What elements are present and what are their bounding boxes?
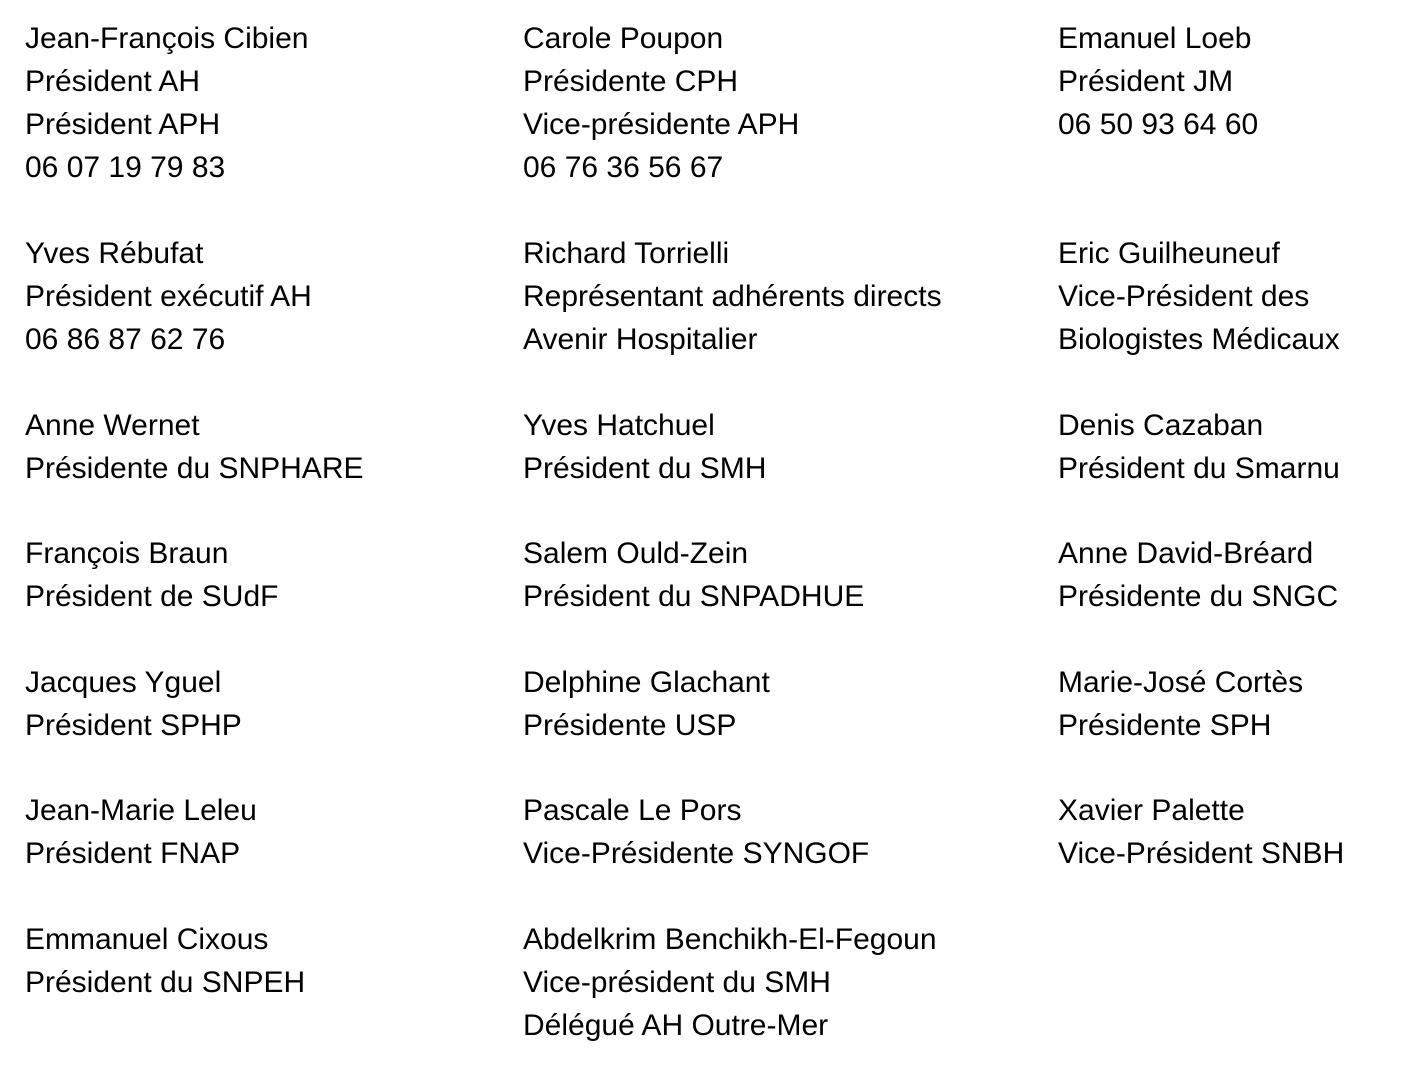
contact-title: Vice-Président SNBH [1058, 837, 1345, 870]
contact-card [25, 918, 305, 1004]
contact-title: Président exécutif AH [25, 280, 312, 313]
contact-name: Anne David-Bréard [1058, 537, 1314, 570]
contact-card [1058, 789, 1344, 875]
contact-name: Abdelkrim Benchikh-El-Fegoun [523, 923, 937, 956]
contact-card [1058, 404, 1340, 490]
contact-title: Vice-présidente APH [523, 108, 800, 141]
contact-phone: 06 07 19 79 83 [25, 151, 226, 184]
contact-title: Vice-président du SMH [523, 966, 831, 999]
contact-phone: 06 76 36 56 67 [523, 151, 724, 184]
contact-title: Avenir Hospitalier [523, 323, 758, 356]
contact-title: Présidente USP [523, 709, 737, 742]
contact-name: Jacques Yguel [25, 666, 222, 699]
contact-card [1058, 661, 1303, 747]
contact-title: Présidente du SNGC [1058, 580, 1339, 613]
contact-phone: 06 50 93 64 60 [1058, 108, 1259, 141]
contact-name: Emanuel Loeb [1058, 22, 1252, 55]
contact-title: Président SPHP [25, 709, 242, 742]
contact-card [523, 404, 766, 490]
contact-name: Emmanuel Cixous [25, 923, 269, 956]
contact-name: Pascale Le Pors [523, 794, 742, 827]
contact-name: Jean-Marie Leleu [25, 794, 257, 827]
contact-title: Président du SNPADHUE [523, 580, 865, 613]
contact-card [523, 232, 942, 361]
contact-card [1058, 532, 1338, 618]
contact-name: Yves Rébufat [25, 237, 204, 270]
contact-title: Présidente CPH [523, 65, 739, 98]
contact-title: Vice-Présidente SYNGOF [523, 837, 870, 870]
contact-card [25, 17, 308, 189]
contact-name: Anne Wernet [25, 409, 200, 442]
contact-title: Représentant adhérents directs [523, 280, 942, 313]
contact-card [25, 661, 242, 747]
contact-title: Biologistes Médicaux [1058, 323, 1340, 356]
contact-name: Carole Poupon [523, 22, 724, 55]
contact-name: Delphine Glachant [523, 666, 770, 699]
contact-name: Jean-François Cibien [25, 22, 309, 55]
contact-title: Président JM [1058, 65, 1234, 98]
contact-card [523, 918, 937, 1047]
contact-title: Président de SUdF [25, 580, 279, 613]
contact-card [523, 17, 799, 189]
contact-name: François Braun [25, 537, 229, 570]
contact-phone: 06 86 87 62 76 [25, 323, 226, 356]
contact-card [523, 532, 864, 618]
contact-name: Marie-José Cortès [1058, 666, 1304, 699]
contact-title: Président FNAP [25, 837, 241, 870]
contact-card [523, 789, 869, 875]
contact-title: Présidente du SNPHARE [25, 452, 364, 485]
contact-title: Vice-Président des [1058, 280, 1310, 313]
contact-title: Président APH [25, 108, 221, 141]
contact-title: Président du SMH [523, 452, 767, 485]
contact-title: Présidente SPH [1058, 709, 1272, 742]
contact-name: Salem Ould-Zein [523, 537, 749, 570]
contact-title: Président du Smarnu [1058, 452, 1340, 485]
contact-card [25, 404, 364, 490]
contact-name: Richard Torrielli [523, 237, 730, 270]
contact-title: Président du SNPEH [25, 966, 306, 999]
contact-title: Président AH [25, 65, 201, 98]
contact-title: Délégué AH Outre-Mer [523, 1009, 829, 1042]
contact-name: Denis Cazaban [1058, 409, 1264, 442]
contact-card [25, 232, 312, 361]
contact-card [25, 532, 278, 618]
contact-name: Yves Hatchuel [523, 409, 715, 442]
contact-card [523, 661, 770, 747]
contact-card [1058, 232, 1340, 361]
contact-card [1058, 17, 1258, 146]
contact-card [25, 789, 257, 875]
contact-name: Eric Guilheuneuf [1058, 237, 1280, 270]
contact-name: Xavier Palette [1058, 794, 1245, 827]
